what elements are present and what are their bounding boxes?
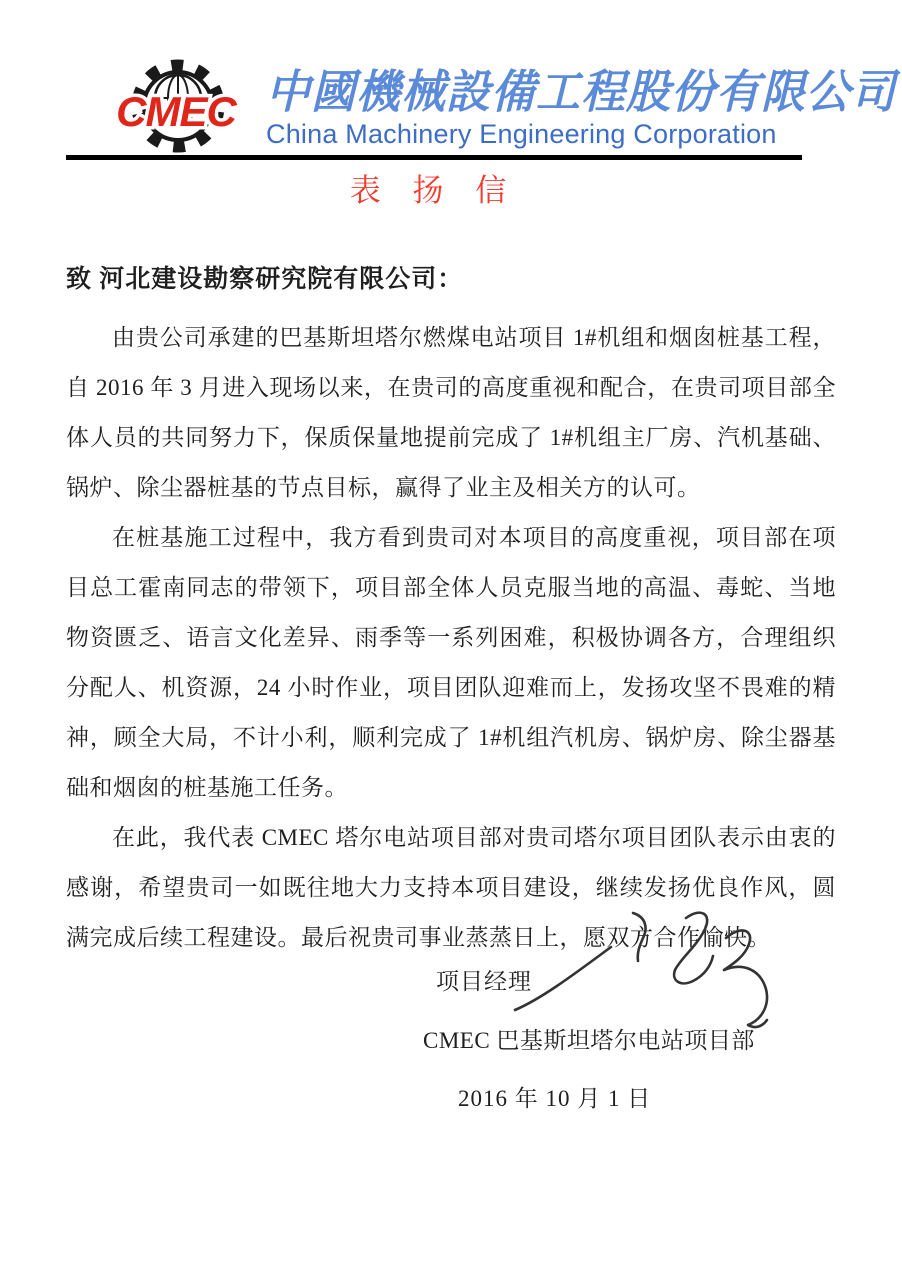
handwritten-signature-icon <box>505 898 775 1040</box>
cmec-logo <box>88 52 260 160</box>
company-name-english: China Machinery Engineering Corporation <box>266 119 777 149</box>
paragraph: 在此，我代表 CMEC 塔尔电站项目部对贵司塔尔项目团队表示由衷的感谢，希望贵司一如既往地大力支持本项目建设，继续发扬优良作风，圆满完成后续工程建设。最后祝贵司事业蒸蒸日上，愿双方合作愉快。 <box>66 825 836 950</box>
logo-text: CMEC <box>116 88 236 135</box>
company-name-chinese: 中國機械設備工程股份有限公司 <box>266 67 896 118</box>
letter-body <box>66 313 836 963</box>
paragraph: 由贵公司承建的巴基斯坦塔尔燃煤电站项目 1#机组和烟囱桩基工程，自 2016 年 3 月进入现场以来，在贵司的高度重视和配合，在贵司项目部全体人员的共同努力下，保质保量地提前完成了 1#机组主厂房、汽机基础、锅炉、除尘器桩基的节点目标，赢得了业主及相关方的认可。 <box>66 325 836 500</box>
salutation: 致 河北建设勘察研究院有限公司： <box>66 266 464 293</box>
letter-title: 表 扬 信 <box>349 173 519 208</box>
letter-date: 2016 年 10 月 1 日 <box>458 1086 652 1111</box>
signer-title: 项目经理 <box>436 969 532 994</box>
header-divider <box>66 155 802 160</box>
gear-globe-icon <box>88 52 260 160</box>
signature-department: CMEC 巴基斯坦塔尔电站项目部 <box>423 1028 755 1053</box>
company-names <box>266 67 896 150</box>
paragraph: 在桩基施工过程中，我方看到贵司对本项目的高度重视，项目部在项目总工霍南同志的带领下，项目部全体人员克服当地的高温、毒蛇、当地物资匮乏、语言文化差异、雨季等一系列困难，积极协调各方，合理组织分配人、机资源，24 小时作业，项目团队迎难而上，发扬攻坚不畏难的精神，顾全大局，不计小利，顺利完成了 1#机组汽机房、锅炉房、除尘器基础和烟囱的桩基施工任务。 <box>66 525 836 800</box>
